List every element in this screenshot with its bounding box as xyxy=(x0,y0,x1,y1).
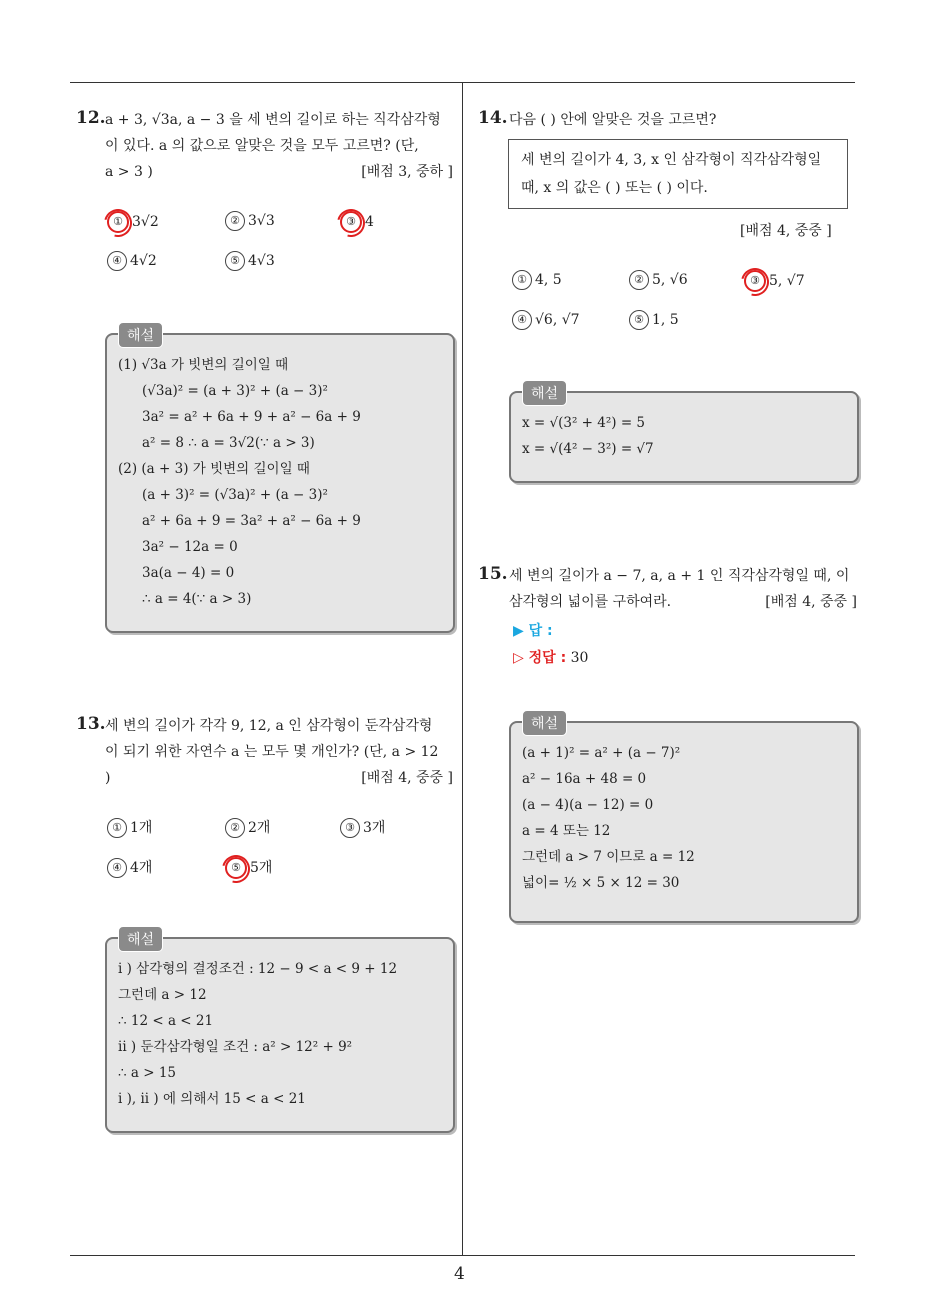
choice-text: 1, 5 xyxy=(652,312,679,328)
q13-solution xyxy=(118,956,397,1112)
q15-correct-value: 30 xyxy=(570,650,589,666)
choice-text: 3개 xyxy=(363,820,386,836)
solution-line: ii ) 둔각삼각형일 조건 : a² > 12² + 9² xyxy=(118,1039,353,1055)
solution-line: ∴ a > 15 xyxy=(118,1065,177,1081)
q12-solution-label: 해설 xyxy=(118,322,163,348)
q13-stem xyxy=(105,713,453,791)
solution-line: a² + 6a + 9 = 3a² + a² − 6a + 9 xyxy=(142,513,361,529)
choice-text: 4, 5 xyxy=(535,272,562,288)
q13-number: 13. xyxy=(76,714,106,734)
choice-mark-icon: ⑤ xyxy=(225,251,245,271)
choice-mark-icon: ② xyxy=(629,270,649,290)
q12-number: 12. xyxy=(76,108,106,128)
q14-choice-4[interactable] xyxy=(512,311,580,331)
q13-choice-2[interactable] xyxy=(225,817,270,839)
q14-box-line2: 때, x 의 값은 ( ) 또는 ( ) 이다. xyxy=(521,180,708,196)
choice-text: 3√2 xyxy=(132,214,159,230)
solution-line: 그런데 a > 12 xyxy=(118,987,207,1003)
answer-circle-icon: ③ xyxy=(340,211,362,233)
q15-stem xyxy=(509,563,857,615)
solution-line: (a − 4)(a − 12) = 0 xyxy=(522,797,654,813)
q14-choice-5[interactable] xyxy=(629,311,679,331)
choice-text: √6, √7 xyxy=(535,312,580,328)
q15-number: 15. xyxy=(478,564,508,584)
q12-choice-1[interactable] xyxy=(107,212,159,234)
q13-tag: [배점 4, 중중 ] xyxy=(361,770,453,786)
q12-choice-2[interactable] xyxy=(225,212,275,232)
q14-line1: 다음 ( ) 안에 알맞은 것을 고르면? xyxy=(509,112,717,128)
q15-line2: 삼각형의 넓이를 구하여라. xyxy=(509,594,672,610)
q15-line1: 세 변의 길이가 a − 7, a, a + 1 인 직각삼각형일 때, 이 xyxy=(509,568,850,584)
q14-condition-box xyxy=(508,139,848,209)
q12-choice-3[interactable] xyxy=(340,212,374,234)
answer-circle-icon: ① xyxy=(107,211,129,233)
solution-line: (√3a)² = (a + 3)² + (a − 3)² xyxy=(142,383,328,399)
q15-answer-label: ▶ 답 : xyxy=(513,623,553,639)
q14-choice-2[interactable] xyxy=(629,271,688,291)
q12-line1: a + 3, √3a, a − 3 을 세 변의 길이로 하는 직각삼각형 xyxy=(105,112,441,128)
q15-correct-row xyxy=(513,647,588,667)
solution-line: a² = 8 ∴ a = 3√2(∵ a > 3) xyxy=(142,435,315,451)
solution-line: (a + 1)² = a² + (a − 7)² xyxy=(522,745,681,761)
choice-mark-icon: ⑤ xyxy=(629,310,649,330)
solution-line: 그런데 a > 7 이므로 a = 12 xyxy=(522,849,695,865)
solution-line: 3a(a − 4) = 0 xyxy=(142,565,235,581)
q13-solution-label: 해설 xyxy=(118,926,163,952)
q12-choice-4[interactable] xyxy=(107,252,157,272)
q13-choice-4[interactable] xyxy=(107,857,152,879)
q14-tag: [배점 4, 중중 ] xyxy=(740,223,832,239)
solution-line: x = √(4² − 3²) = √7 xyxy=(522,441,654,457)
q15-solution-label: 해설 xyxy=(522,710,567,736)
choice-mark-icon: ① xyxy=(512,270,532,290)
solution-line: i ) 삼각형의 결정조건 : 12 − 9 < a < 9 + 12 xyxy=(118,961,398,977)
solution-line: 넓이= ½ × 5 × 12 = 30 xyxy=(522,875,680,891)
choice-mark-icon: ④ xyxy=(107,251,127,271)
q14-number: 14. xyxy=(478,108,508,128)
q13-choice-1[interactable] xyxy=(107,817,152,839)
choice-text: 4√2 xyxy=(130,253,157,269)
column-divider xyxy=(462,83,463,1255)
solution-line: a² − 16a + 48 = 0 xyxy=(522,771,647,787)
q13-choice-5[interactable] xyxy=(225,857,272,880)
choice-mark-icon: ② xyxy=(225,818,245,838)
choice-text: 3√3 xyxy=(248,213,275,229)
q12-line3: a > 3 ) xyxy=(105,164,153,180)
answer-circle-icon: ⑤ xyxy=(225,857,247,879)
q14-solution xyxy=(522,410,654,462)
choice-text: 1개 xyxy=(130,820,153,836)
choice-mark-icon: ① xyxy=(107,818,127,838)
answer-circle-icon: ③ xyxy=(744,270,766,292)
solution-line: ∴ 12 < a < 21 xyxy=(118,1013,214,1029)
choice-text: 4 xyxy=(365,214,374,230)
q13-choice-3[interactable] xyxy=(340,817,385,839)
q14-choice-1[interactable] xyxy=(512,271,562,291)
q15-solution xyxy=(522,740,695,896)
solution-line: 3a² − 12a = 0 xyxy=(142,539,238,555)
bottom-rule xyxy=(70,1255,855,1256)
choice-mark-icon: ④ xyxy=(512,310,532,330)
q12-choice-5[interactable] xyxy=(225,252,275,272)
q13-line3: ) xyxy=(105,770,111,786)
q12-tag: [배점 3, 중하 ] xyxy=(361,164,453,180)
choice-mark-icon: ④ xyxy=(107,858,127,878)
solution-line: 3a² = a² + 6a + 9 + a² − 6a + 9 xyxy=(142,409,361,425)
q12-line2: 이 있다. a 의 값으로 알맞은 것을 모두 고르면? (단, xyxy=(105,138,419,154)
solution-line: a = 4 또는 12 xyxy=(522,823,611,839)
q12-stem xyxy=(105,107,453,185)
choice-text: 2개 xyxy=(248,820,271,836)
q14-box-line1: 세 변의 길이가 4, 3, x 인 삼각형이 직각삼각형일 xyxy=(521,152,822,168)
q15-tag: [배점 4, 중중 ] xyxy=(765,594,857,610)
solution-line: (2) (a + 3) 가 빗변의 길이일 때 xyxy=(118,461,310,477)
choice-text: 5, √7 xyxy=(769,273,805,289)
q14-solution-label: 해설 xyxy=(522,380,567,406)
solution-line: (a + 3)² = (√3a)² + (a − 3)² xyxy=(142,487,328,503)
choice-text: 4√3 xyxy=(248,253,275,269)
q13-line2: 이 되기 위한 자연수 a 는 모두 몇 개인가? (단, a > 12 xyxy=(105,744,439,760)
q14-choice-3[interactable] xyxy=(744,271,805,293)
choice-text: 5개 xyxy=(250,860,273,876)
choice-mark-icon: ③ xyxy=(340,818,360,838)
solution-line: x = √(3² + 4²) = 5 xyxy=(522,415,646,431)
q13-line1: 세 변의 길이가 각각 9, 12, a 인 삼각형이 둔각삼각형 xyxy=(105,718,433,734)
q12-solution xyxy=(118,352,361,612)
choice-text: 5, √6 xyxy=(652,272,688,288)
q15-correct-label: ▷ 정답 : xyxy=(513,650,567,666)
choice-mark-icon: ② xyxy=(225,211,245,231)
solution-line: (1) √3a 가 빗변의 길이일 때 xyxy=(118,357,289,373)
solution-line: i ), ii ) 에 의해서 15 < a < 21 xyxy=(118,1091,306,1107)
page-number: 4 xyxy=(454,1264,465,1284)
solution-line: ∴ a = 4(∵ a > 3) xyxy=(142,591,252,607)
choice-text: 4개 xyxy=(130,860,153,876)
